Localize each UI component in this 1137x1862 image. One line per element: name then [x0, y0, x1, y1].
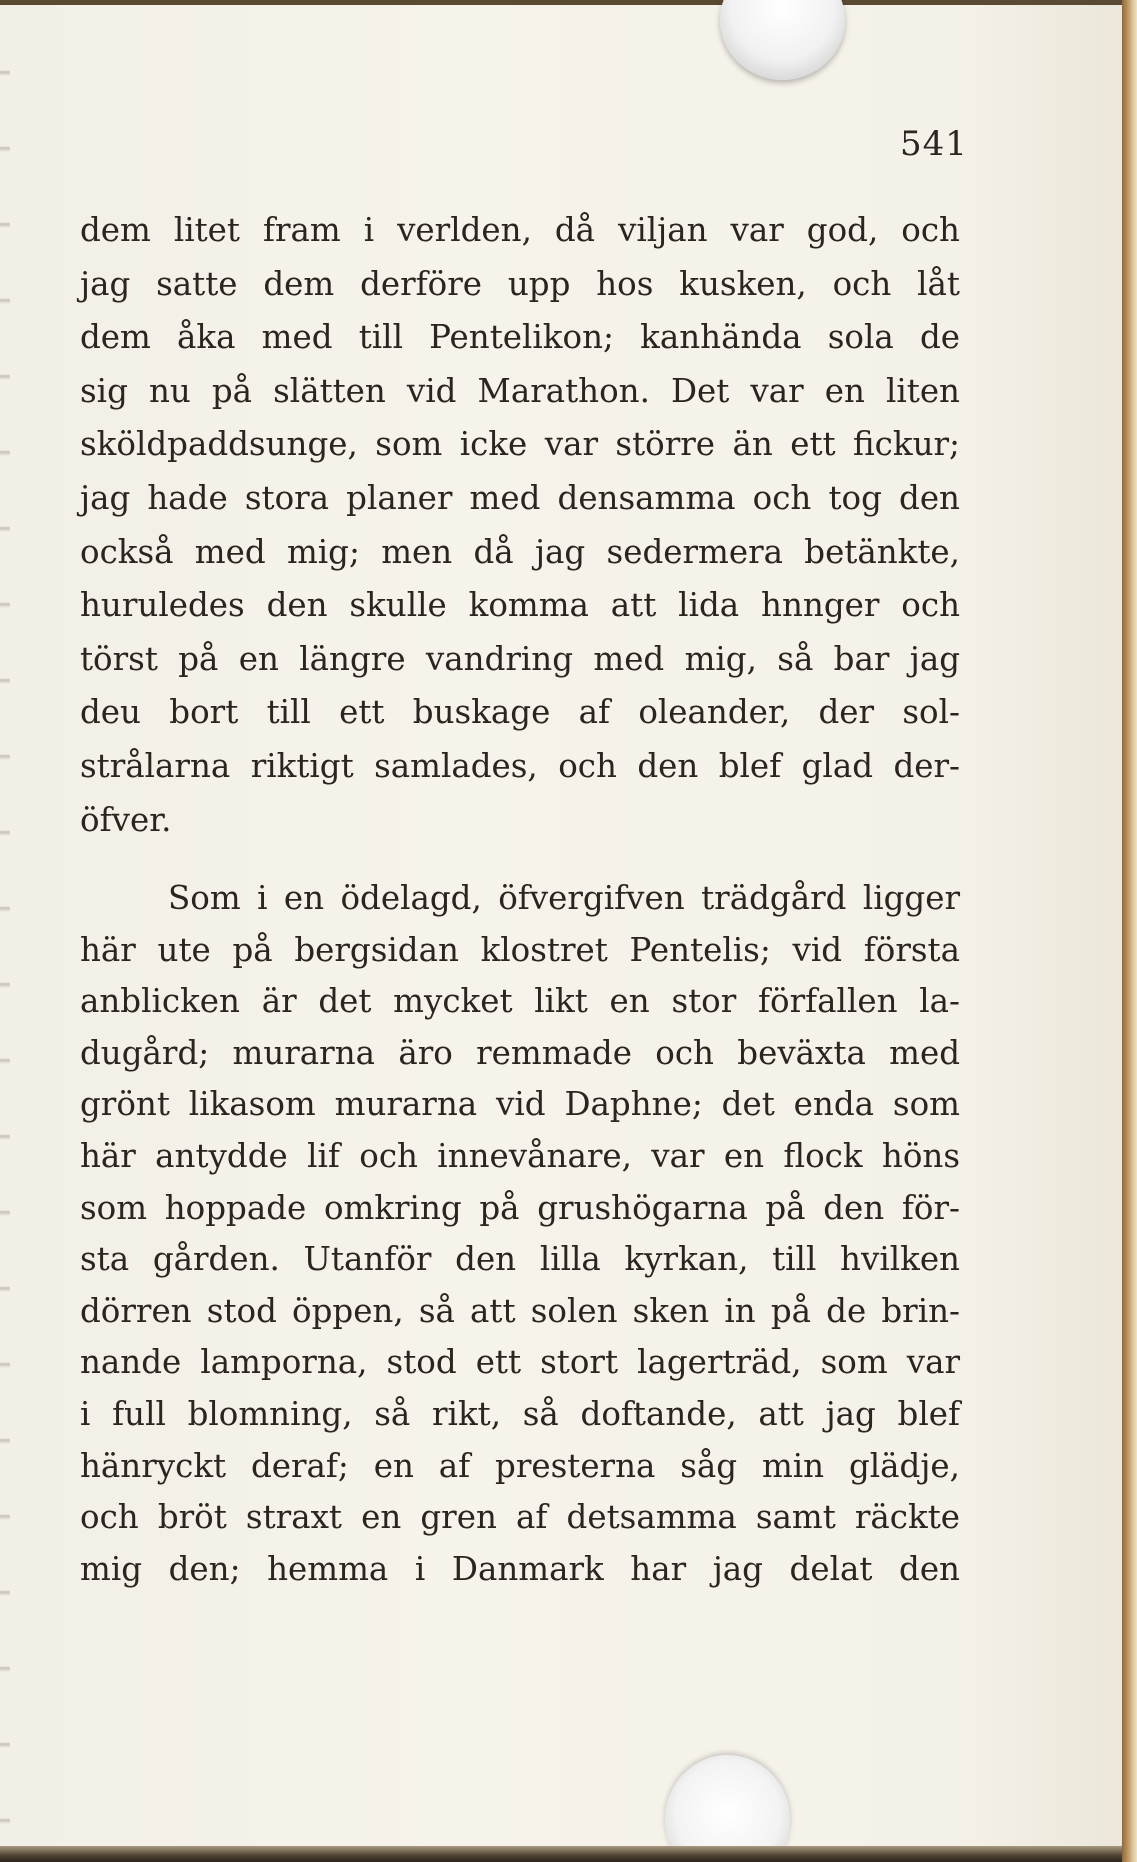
text-line: strålarna riktigt samlades, och den blef glad der- — [80, 746, 960, 785]
text-line: Som i en ödelagd, öfvergifven trädgård ligger — [168, 879, 960, 917]
text-line: mig den; hemma i Danmark har jag delat den — [80, 1549, 960, 1588]
text-line: och bröt straxt en gren af detsamma samt räckte — [80, 1498, 960, 1537]
text-line: i full blomning, så rikt, så doftande, att jag blef — [80, 1394, 960, 1433]
text-line: törst på en längre vandring med mig, så bar jag — [80, 639, 960, 678]
paragraph-1 — [80, 204, 960, 847]
text-line: nande lamporna, stod ett stort lagerträd, som var — [80, 1343, 960, 1382]
text-line: sta gården. Utanför den lilla kyrkan, till hvilken — [80, 1240, 960, 1279]
text-line: grönt likasom murarna vid Daphne; det enda som — [80, 1085, 960, 1124]
text-line: öfver. — [80, 800, 172, 839]
top-clip-icon — [720, 0, 845, 80]
page-top-edge — [0, 0, 1122, 5]
page-number: 541 — [900, 124, 968, 164]
text-line: huruledes den skulle komma att lida hnnger och — [80, 586, 960, 625]
text-line: som hoppade omkring på grushögarna på den för- — [80, 1188, 960, 1227]
page-bottom-edge — [0, 1846, 1122, 1862]
text-line: jag hade stora planer med densamma och tog den — [80, 478, 960, 517]
text-line: dem åka med till Pentelikon; kanhända sola de — [80, 318, 960, 357]
text-line: dörren stod öppen, så att solen sken in på de brin- — [80, 1291, 960, 1330]
text-line: dugård; murarna äro remmade och beväxta med — [80, 1033, 960, 1072]
page-left-edge — [0, 0, 10, 1862]
text-line: sköldpaddsunge, som icke var större än ett fickur; — [80, 425, 960, 464]
text-line: här antydde lif och innevånare, var en flock höns — [80, 1136, 960, 1175]
text-line: dem litet fram i verlden, då viljan var god, och — [80, 211, 960, 249]
text-line: jag satte dem derföre upp hos kusken, och låt — [80, 264, 960, 303]
text-line: här ute på bergsidan klostret Pentelis; vid första — [80, 930, 960, 969]
paragraph-2 — [80, 873, 960, 1595]
text-line: sig nu på slätten vid Marathon. Det var en liten — [80, 371, 960, 410]
text-line: deu bort till ett buskage af oleander, der sol- — [80, 693, 960, 732]
text-line: också med mig; men då jag sedermera betänkte, — [80, 532, 960, 571]
book-spine-edge — [1122, 0, 1137, 1862]
text-line: anblicken är det mycket likt en stor förfallen la- — [80, 982, 960, 1021]
text-line: hänryckt deraf; en af presterna såg min glädje, — [80, 1446, 960, 1485]
